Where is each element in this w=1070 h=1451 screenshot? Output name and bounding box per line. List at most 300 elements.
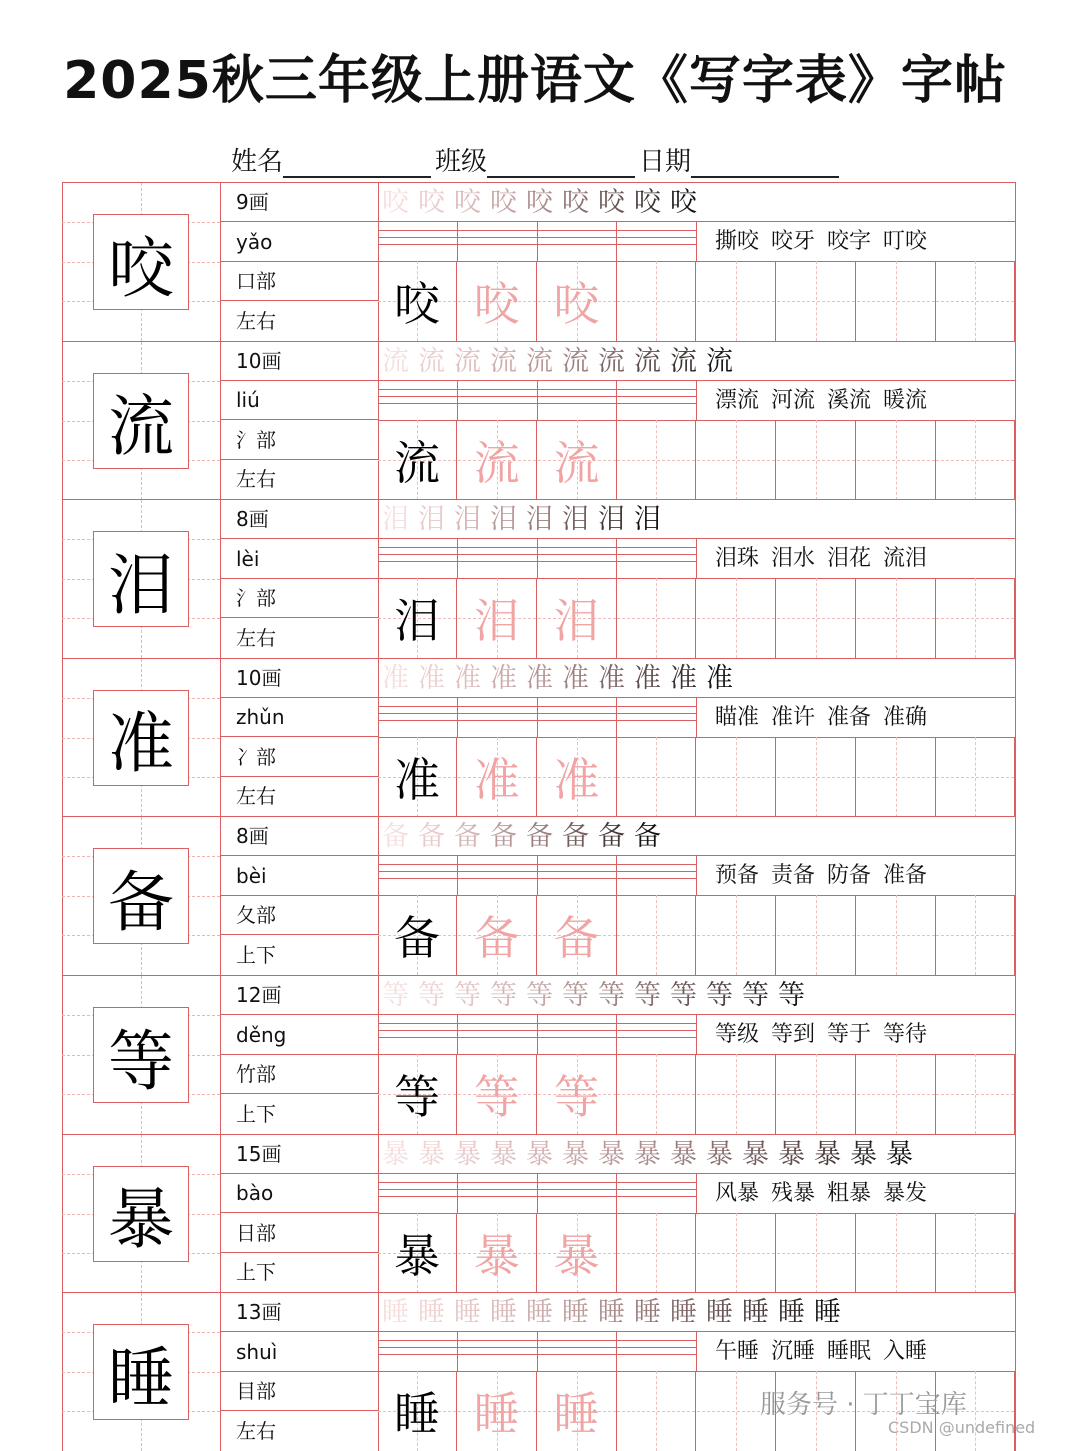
grid-guide (736, 261, 737, 341)
pinyin: yǎo (220, 223, 378, 262)
grid-guide (975, 737, 976, 817)
pinyin-divider (537, 539, 538, 578)
word-item: 防备 (827, 863, 872, 889)
stroke-step: 暴 (850, 1138, 877, 1170)
empty-practice-box[interactable] (697, 420, 776, 500)
stroke-step: 等 (706, 980, 733, 1011)
pinyin-practice-lines[interactable] (378, 1015, 696, 1054)
radical: 竹部 (220, 1055, 378, 1094)
grid-guide (896, 895, 897, 975)
pinyin-practice-lines[interactable] (378, 1174, 696, 1213)
trace-char: 暴 (553, 1228, 600, 1283)
grid-guide (656, 1371, 657, 1451)
stroke-step: 等 (490, 980, 517, 1011)
model-character: 咬 (93, 214, 189, 310)
stroke-step: 睡 (382, 1297, 409, 1329)
trace-box[interactable] (458, 578, 537, 658)
grid-guide (896, 1213, 897, 1293)
word-item: 暖流 (883, 387, 928, 413)
empty-practice-box[interactable] (936, 737, 1015, 817)
stroke-step: 睡 (742, 1297, 769, 1329)
big-char-cell (62, 976, 221, 1134)
stroke-order (378, 1293, 1016, 1332)
stroke-step: 泪 (454, 504, 481, 536)
stroke-step: 流 (382, 345, 409, 377)
char-row (62, 1292, 1016, 1451)
word-item: 准确 (883, 704, 928, 730)
pinyin-divider (457, 222, 458, 261)
empty-practice-box[interactable] (777, 737, 856, 817)
empty-practice-box[interactable] (697, 578, 776, 658)
stroke-step: 泪 (418, 504, 445, 536)
pinyin: lèi (220, 540, 378, 579)
stroke-step: 准 (598, 662, 625, 694)
stroke-step: 咬 (634, 187, 661, 218)
empty-practice-box[interactable] (617, 895, 696, 975)
empty-practice-box[interactable] (857, 261, 936, 341)
trace-box[interactable] (458, 737, 537, 817)
pinyin-divider (457, 381, 458, 420)
stroke-step: 泪 (562, 504, 589, 536)
class-blank[interactable] (487, 146, 635, 178)
radical: 冫部 (220, 738, 378, 777)
model-character: 泪 (93, 531, 189, 627)
char-info-column (220, 817, 379, 975)
pinyin-divider (537, 1332, 538, 1371)
trace-box[interactable] (538, 895, 617, 975)
empty-practice-box[interactable] (617, 261, 696, 341)
model-box[interactable] (378, 1371, 457, 1451)
stroke-step: 睡 (814, 1297, 841, 1329)
pinyin-practice-lines[interactable] (378, 381, 696, 420)
stroke-count: 9画 (220, 183, 378, 222)
stroke-order (378, 976, 1016, 1015)
stroke-step: 暴 (382, 1138, 409, 1170)
stroke-step: 流 (490, 345, 517, 377)
grid-guide (736, 737, 737, 817)
trace-char: 咬 (553, 277, 600, 331)
trace-box[interactable] (458, 420, 537, 500)
pinyin-divider (537, 856, 538, 895)
stroke-step: 准 (634, 662, 661, 694)
trace-box[interactable] (538, 261, 617, 341)
stroke-step: 咬 (670, 187, 697, 218)
practice-boxes (378, 1213, 1016, 1293)
model-char: 泪 (394, 594, 440, 649)
stroke-step: 睡 (670, 1297, 697, 1329)
word-list (696, 698, 1016, 737)
grid-guide (736, 420, 737, 500)
stroke-step: 暴 (886, 1138, 913, 1170)
model-box[interactable] (378, 1054, 457, 1134)
char-info-column (220, 1135, 379, 1293)
grid-guide (736, 1371, 737, 1451)
empty-practice-box[interactable] (936, 1054, 1015, 1134)
trace-box[interactable] (458, 1213, 537, 1293)
word-item: 泪水 (771, 546, 816, 572)
empty-practice-box[interactable] (777, 1213, 856, 1293)
trace-char: 备 (473, 911, 520, 966)
empty-practice-box[interactable] (697, 895, 776, 975)
stroke-count: 10画 (220, 342, 378, 381)
stroke-step: 暴 (598, 1138, 625, 1170)
pinyin-divider (616, 381, 617, 420)
empty-practice-box[interactable] (857, 737, 936, 817)
stroke-step: 暴 (778, 1138, 805, 1170)
stroke-count: 8画 (220, 500, 378, 539)
char-row (62, 1134, 1016, 1293)
word-item: 入睡 (883, 1339, 928, 1365)
word-item: 准备 (883, 863, 928, 889)
stroke-step: 睡 (526, 1297, 553, 1329)
grid-guide (656, 1213, 657, 1293)
empty-practice-box[interactable] (777, 1054, 856, 1134)
stroke-step: 等 (778, 980, 805, 1011)
model-char: 备 (394, 911, 440, 966)
model-box[interactable] (378, 1213, 457, 1293)
pinyin: liú (220, 381, 378, 420)
stroke-step: 备 (598, 821, 625, 853)
word-item: 责备 (771, 863, 816, 889)
page-title: 2025秋三年级上册语文《写字表》字帖 (63, 51, 1007, 111)
stroke-step: 等 (526, 980, 553, 1011)
char-info-column (220, 1293, 379, 1451)
stroke-step: 备 (526, 821, 553, 853)
empty-practice-box[interactable] (777, 420, 856, 500)
practice-boxes (378, 420, 1016, 500)
empty-practice-box[interactable] (617, 1371, 696, 1451)
char-info-column (220, 976, 379, 1134)
word-item: 撕咬 (715, 229, 760, 254)
trace-box[interactable] (458, 895, 537, 975)
grid-guide (656, 420, 657, 500)
model-char: 流 (394, 435, 440, 490)
stroke-order (378, 183, 1016, 222)
grid-guide (816, 1054, 817, 1134)
stroke-order (378, 500, 1016, 539)
stroke-step: 睡 (490, 1297, 517, 1329)
words-row (378, 1015, 1016, 1055)
trace-char: 等 (473, 1070, 520, 1124)
practice-boxes (378, 737, 1016, 817)
big-char-cell (62, 1293, 221, 1451)
practice-boxes (378, 578, 1016, 658)
stroke-step: 等 (382, 980, 409, 1011)
empty-practice-box[interactable] (777, 895, 856, 975)
word-item: 溪流 (827, 387, 872, 413)
empty-practice-box[interactable] (857, 578, 936, 658)
words-row (378, 698, 1016, 738)
stroke-step: 等 (670, 980, 697, 1011)
pinyin-practice-lines[interactable] (378, 1332, 696, 1371)
pinyin: bèi (220, 857, 378, 896)
model-char: 暴 (394, 1228, 440, 1283)
pinyin-divider (616, 539, 617, 578)
class-field[interactable] (435, 141, 635, 178)
word-list (696, 1015, 1016, 1054)
grid-guide (736, 1054, 737, 1134)
trace-box[interactable] (538, 737, 617, 817)
grid-guide (816, 1213, 817, 1293)
trace-char: 备 (553, 911, 600, 966)
grid-guide (975, 261, 976, 341)
model-character: 睡 (93, 1324, 189, 1420)
char-row (62, 499, 1016, 658)
stroke-order (378, 342, 1016, 381)
trace-char: 咬 (473, 277, 520, 331)
stroke-step: 咬 (490, 187, 517, 218)
stroke-step: 准 (562, 662, 589, 694)
stroke-step: 准 (670, 662, 697, 694)
stroke-step: 泪 (490, 504, 517, 536)
stroke-step: 睡 (562, 1297, 589, 1329)
practice-boxes (378, 261, 1016, 341)
trace-box[interactable] (538, 420, 617, 500)
empty-practice-box[interactable] (857, 1213, 936, 1293)
word-item: 等于 (827, 1022, 872, 1047)
grid-guide (656, 737, 657, 817)
pinyin-practice-lines[interactable] (378, 539, 696, 578)
word-list (696, 856, 1016, 895)
empty-practice-box[interactable] (697, 1054, 776, 1134)
stroke-step: 暴 (634, 1138, 661, 1170)
stroke-step: 准 (490, 662, 517, 694)
trace-char: 泪 (553, 594, 600, 649)
trace-box[interactable] (538, 578, 617, 658)
word-list (696, 1332, 1016, 1371)
stroke-step: 流 (706, 345, 733, 377)
grid-guide (896, 261, 897, 341)
date-field[interactable] (639, 141, 839, 178)
empty-practice-box[interactable] (936, 420, 1015, 500)
empty-practice-box[interactable] (617, 1054, 696, 1134)
name-field[interactable] (231, 141, 431, 178)
words-row (378, 856, 1016, 896)
empty-practice-box[interactable] (697, 1213, 776, 1293)
stroke-step: 暴 (670, 1138, 697, 1170)
trace-box[interactable] (538, 1371, 617, 1451)
big-char-cell (62, 500, 221, 658)
trace-box[interactable] (458, 1054, 537, 1134)
word-item: 咬字 (827, 229, 872, 254)
grid-guide (736, 895, 737, 975)
trace-char: 流 (553, 435, 600, 490)
empty-practice-box[interactable] (777, 261, 856, 341)
empty-practice-box[interactable] (617, 578, 696, 658)
stroke-step: 暴 (490, 1138, 517, 1170)
trace-box[interactable] (458, 1371, 537, 1451)
date-blank[interactable] (691, 146, 839, 178)
stroke-step: 备 (382, 821, 409, 853)
empty-practice-box[interactable] (857, 1054, 936, 1134)
char-info-column (220, 659, 379, 817)
pinyin-divider (457, 698, 458, 737)
pinyin-practice-lines[interactable] (378, 698, 696, 737)
word-item: 等待 (883, 1022, 928, 1047)
grid-guide (816, 420, 817, 500)
model-char: 睡 (394, 1387, 440, 1442)
grid-guide (656, 895, 657, 975)
stroke-step: 流 (598, 345, 625, 377)
pinyin-divider (537, 381, 538, 420)
empty-practice-box[interactable] (936, 895, 1015, 975)
class-label: 班级 (434, 147, 487, 177)
stroke-step: 咬 (454, 187, 481, 218)
pinyin-divider (537, 1015, 538, 1054)
stroke-step: 备 (490, 821, 517, 853)
pinyin-divider (457, 1174, 458, 1213)
structure: 上下 (236, 942, 276, 967)
stroke-step: 准 (454, 662, 481, 694)
structure: 左右 (236, 1418, 276, 1443)
word-item: 漂流 (715, 387, 760, 413)
word-item: 准许 (771, 704, 816, 730)
empty-practice-box[interactable] (617, 420, 696, 500)
grid-guide (656, 578, 657, 658)
model-box[interactable] (378, 578, 457, 658)
grid-guide (816, 578, 817, 658)
words-row (378, 381, 1016, 421)
word-item: 沉睡 (771, 1339, 816, 1365)
stroke-step: 睡 (418, 1297, 445, 1329)
grid-guide (656, 261, 657, 341)
model-character: 备 (93, 848, 189, 944)
grid-guide (896, 737, 897, 817)
grid-guide (736, 578, 737, 658)
trace-box[interactable] (458, 261, 537, 341)
empty-practice-box[interactable] (617, 737, 696, 817)
empty-practice-box[interactable] (936, 578, 1015, 658)
stroke-step: 备 (562, 821, 589, 853)
stroke-step: 暴 (526, 1138, 553, 1170)
structure: 左右 (236, 467, 276, 492)
pinyin: děng (220, 1016, 378, 1055)
char-info-column (220, 500, 379, 658)
char-row (62, 975, 1016, 1134)
grid-guide (896, 578, 897, 658)
stroke-step: 准 (526, 662, 553, 694)
stroke-step: 泪 (634, 504, 661, 536)
stroke-step: 流 (454, 345, 481, 377)
stroke-step: 暴 (454, 1138, 481, 1170)
word-item: 午睡 (715, 1339, 760, 1365)
empty-practice-box[interactable] (857, 420, 936, 500)
radical: 氵部 (220, 421, 378, 460)
stroke-step: 咬 (526, 187, 553, 218)
grid-guide (975, 1371, 976, 1451)
trace-char: 等 (553, 1070, 600, 1124)
pinyin-divider (457, 1332, 458, 1371)
grid-guide (736, 1213, 737, 1293)
stroke-step: 流 (562, 345, 589, 377)
structure: 上下 (236, 1260, 276, 1285)
stroke-step: 准 (382, 662, 409, 694)
csdn-watermark: CSDN @undefined (888, 1418, 1036, 1437)
stroke-step: 备 (454, 821, 481, 853)
trace-char: 泪 (473, 594, 520, 649)
pinyin-practice-lines[interactable] (378, 222, 696, 261)
stroke-step: 睡 (598, 1297, 625, 1329)
radical: 日部 (220, 1214, 378, 1253)
stroke-step: 等 (562, 980, 589, 1011)
stroke-step: 备 (418, 821, 445, 853)
grid-guide (975, 1213, 976, 1293)
grid-guide (816, 895, 817, 975)
word-list (696, 1174, 1016, 1213)
stroke-step: 咬 (382, 187, 409, 218)
grid-guide (975, 578, 976, 658)
empty-practice-box[interactable] (617, 1213, 696, 1293)
trace-box[interactable] (538, 1213, 617, 1293)
radical: 夂部 (220, 896, 378, 935)
name-blank[interactable] (283, 146, 431, 178)
empty-practice-box[interactable] (936, 261, 1015, 341)
stroke-step: 泪 (526, 504, 553, 536)
big-char-cell (62, 817, 221, 975)
pinyin-divider (616, 698, 617, 737)
word-item: 准备 (827, 704, 872, 730)
model-char: 等 (394, 1070, 440, 1124)
word-item: 粗暴 (827, 1180, 872, 1206)
stroke-step: 咬 (598, 187, 625, 218)
char-row (62, 341, 1016, 500)
structure: 左右 (236, 308, 276, 333)
big-char-cell (62, 659, 221, 817)
word-item: 叮咬 (883, 229, 928, 254)
stroke-step: 泪 (382, 504, 409, 536)
model-box[interactable] (378, 420, 457, 500)
words-row (378, 1332, 1016, 1372)
stroke-step: 咬 (418, 187, 445, 218)
trace-char: 睡 (553, 1387, 600, 1442)
word-list (696, 539, 1016, 578)
word-item: 等级 (715, 1022, 760, 1047)
radical: 氵部 (220, 579, 378, 618)
grid-guide (896, 420, 897, 500)
empty-practice-box[interactable] (777, 578, 856, 658)
word-item: 暴发 (883, 1180, 928, 1206)
empty-practice-box[interactable] (857, 895, 936, 975)
word-item: 流泪 (883, 546, 928, 572)
pinyin-practice-lines[interactable] (378, 856, 696, 895)
empty-practice-box[interactable] (697, 737, 776, 817)
pinyin-divider (616, 1332, 617, 1371)
trace-box[interactable] (538, 1054, 617, 1134)
stroke-count: 15画 (220, 1135, 378, 1174)
stroke-step: 等 (598, 980, 625, 1011)
empty-practice-box[interactable] (936, 1213, 1015, 1293)
model-box[interactable] (378, 737, 457, 817)
stroke-count: 10画 (220, 659, 378, 698)
char-info-column (220, 183, 379, 341)
grid-guide (896, 1054, 897, 1134)
model-box[interactable] (378, 895, 457, 975)
stroke-count: 8画 (220, 817, 378, 856)
stroke-step: 暴 (418, 1138, 445, 1170)
word-list (696, 381, 1016, 420)
model-box[interactable] (378, 261, 457, 341)
word-item: 风暴 (715, 1180, 760, 1206)
stroke-order (378, 817, 1016, 856)
empty-practice-box[interactable] (697, 261, 776, 341)
word-item: 泪花 (827, 546, 872, 572)
stroke-step: 准 (706, 662, 733, 694)
model-character: 准 (93, 690, 189, 786)
stroke-step: 暴 (706, 1138, 733, 1170)
grid-guide (975, 1054, 976, 1134)
word-item: 等到 (771, 1022, 816, 1047)
stroke-step: 等 (634, 980, 661, 1011)
